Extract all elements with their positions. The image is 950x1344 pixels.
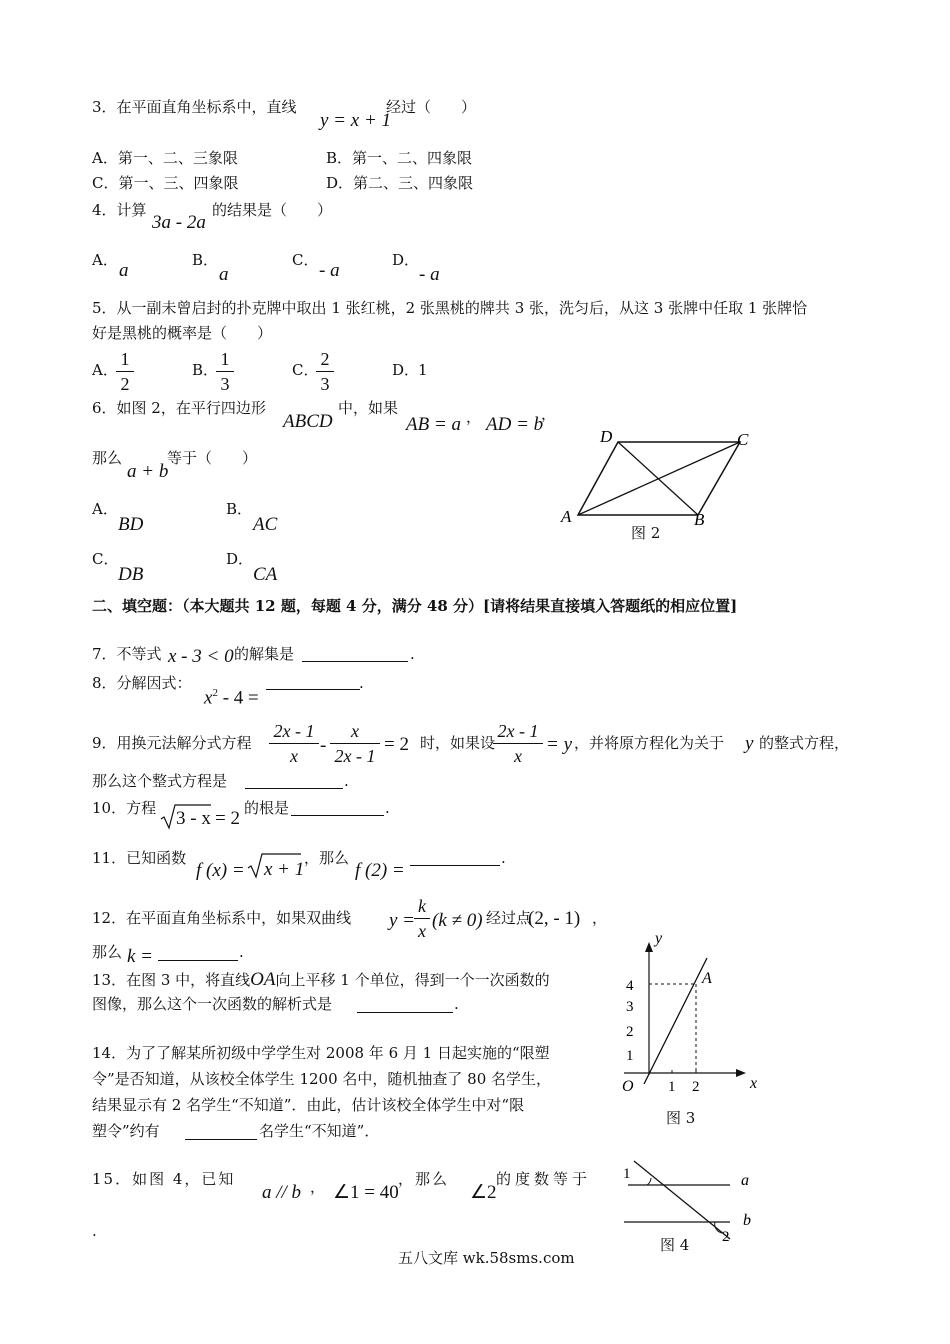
q15-p3: 的度数等于 bbox=[496, 1170, 592, 1188]
fig3-y-tick-label-2: 2 bbox=[626, 1024, 634, 1040]
q3-expr: y = x + 1 bbox=[320, 110, 392, 131]
q6-label-b: B． bbox=[226, 500, 253, 518]
q12-expr: k = bbox=[127, 946, 154, 967]
q6-value-d: CA bbox=[253, 564, 278, 585]
q12-lhs: y = bbox=[389, 910, 416, 931]
q15-p2: ，那么 bbox=[398, 1170, 450, 1188]
q3-option-c: C．第一、三、四象限 bbox=[92, 174, 239, 192]
q12-frac-num: k bbox=[414, 897, 430, 919]
q12-cond: (k ≠ 0) bbox=[432, 910, 483, 931]
q6-label-d: D． bbox=[226, 550, 254, 568]
q9-stem: 9．用换元法解分式方程 bbox=[92, 734, 252, 752]
q9-eq: = 2 bbox=[384, 734, 409, 755]
q13-end: . bbox=[454, 995, 459, 1013]
angle-1-arc bbox=[647, 1178, 651, 1185]
q10-end: . bbox=[385, 799, 390, 817]
fig3-y-label: y bbox=[655, 930, 663, 947]
q13-line1-start: 13．在图 3 中，将直线 bbox=[92, 971, 251, 989]
q10-stem: 10．方程 bbox=[92, 799, 157, 817]
q4-stem: 4．计算 bbox=[92, 201, 147, 219]
q12-mid: 经过点 bbox=[486, 909, 532, 927]
q3-stem: 3．在平面直角坐标系中，直线 bbox=[92, 98, 297, 116]
q9-answer-blank[interactable] bbox=[245, 788, 343, 789]
q4-label-a: A． bbox=[92, 251, 118, 269]
q6-tail: 等于（ ） bbox=[167, 449, 258, 467]
vertex-a: A bbox=[561, 507, 572, 526]
q7-expr: x - 3 < 0 bbox=[168, 646, 234, 667]
q5-fraction-b bbox=[216, 350, 234, 393]
q9-line2: 那么这个整式方程是 bbox=[92, 772, 228, 790]
fig3-origin: O bbox=[622, 1078, 634, 1095]
q12-line2: 那么 bbox=[92, 943, 123, 961]
q15-sep: ， bbox=[310, 1178, 326, 1196]
q14-line3: 结果显示有 2 名学生“不知道”．由此，估计该校全体学生中对“限 bbox=[92, 1096, 525, 1114]
q12-fraction bbox=[414, 897, 430, 940]
q11-lhs: f (x) = bbox=[196, 860, 245, 881]
q8-rest: - 4 = bbox=[217, 687, 259, 709]
q11-mid: ，那么 bbox=[304, 849, 350, 867]
q8-end: . bbox=[359, 674, 364, 692]
q6-value-b: AC bbox=[253, 514, 278, 535]
q6-stem: 6．如图 2，在平行四边形 bbox=[92, 399, 266, 417]
q4-label-d: D． bbox=[392, 251, 420, 269]
q14-line4: 塑令”约有 bbox=[92, 1122, 160, 1140]
q3-option-a: A．第一、二、三象限 bbox=[92, 149, 238, 167]
q5-line1: 5．从一副未曾启封的扑克牌中取出 1 张红桃，2 张黑桃的牌共 3 张，洗匀后，从这 3 张牌中任取 1 张牌恰 bbox=[92, 299, 808, 317]
q8-base: x bbox=[204, 687, 213, 709]
q4-value-a: a bbox=[119, 260, 129, 281]
q5-fraction-a-num: 1 bbox=[116, 350, 134, 372]
q6-label-a: A． bbox=[92, 500, 118, 518]
fig3-y-tick-label-3: 3 bbox=[626, 999, 634, 1015]
q9-mid: 时，如果设 bbox=[420, 734, 496, 752]
q13-line1 bbox=[92, 970, 550, 989]
q9-minus: - bbox=[320, 735, 327, 756]
q4-label-b: B． bbox=[192, 251, 219, 269]
q9-fraction-1 bbox=[269, 722, 319, 765]
q10-answer-blank[interactable] bbox=[291, 815, 384, 816]
fig3-x-tick-label-1: 1 bbox=[668, 1079, 676, 1095]
q9-frac3-den: x bbox=[514, 746, 522, 766]
q13-answer-blank[interactable] bbox=[357, 1012, 453, 1013]
q5-fraction-a bbox=[116, 350, 134, 393]
q9-frac2-den: 2x - 1 bbox=[334, 746, 376, 766]
q4-value-d: - a bbox=[419, 264, 440, 285]
q12-frac-den: x bbox=[418, 921, 426, 941]
q6-sep: ， bbox=[466, 408, 482, 426]
vertex-b: B bbox=[694, 510, 705, 529]
vertex-c: C bbox=[737, 430, 749, 449]
q14-answer-blank[interactable] bbox=[185, 1139, 257, 1140]
q6-line2: 那么 bbox=[92, 449, 123, 467]
q6-end: ， bbox=[541, 405, 557, 423]
q9-end: . bbox=[344, 772, 349, 790]
q15-expr2: ∠1 = 40 bbox=[333, 1182, 399, 1203]
q13-var: OA bbox=[250, 969, 276, 990]
q9-tail2: 的整式方程， bbox=[759, 734, 850, 752]
q5-fraction-c bbox=[316, 350, 334, 393]
q4-label-c: C． bbox=[292, 251, 319, 269]
q8-exponent: 2 bbox=[212, 687, 218, 699]
fig4-label-b: b bbox=[743, 1212, 751, 1229]
q10-tail: 的根是 bbox=[244, 799, 290, 817]
q5-fraction-a-den: 2 bbox=[120, 374, 130, 394]
q13-line1-tail: 向上平移 1 个单位，得到一个一次函数的 bbox=[275, 971, 550, 989]
q11-radicand: x + 1 bbox=[264, 859, 305, 880]
fig3-x-tick-label-2: 2 bbox=[692, 1079, 700, 1095]
q9-var: y bbox=[745, 733, 754, 754]
q5-value-d: 1 bbox=[418, 361, 428, 379]
q7-answer-blank[interactable] bbox=[302, 661, 408, 662]
q15-expr1: a // b bbox=[262, 1182, 302, 1203]
q5-fraction-c-den: 3 bbox=[320, 374, 330, 394]
q9-frac1-num: 2x - 1 bbox=[269, 722, 319, 744]
fig3-y-tick-label-1: 1 bbox=[626, 1048, 634, 1064]
q5-label-a: A． bbox=[92, 361, 118, 379]
q8-stem: 8．分解因式： bbox=[92, 674, 192, 692]
q14-tail: 名学生“不知道”． bbox=[259, 1122, 380, 1140]
q9-fraction-3 bbox=[493, 722, 543, 765]
q5-label-c: C． bbox=[292, 361, 319, 379]
q6-eq2: AD = b bbox=[486, 414, 544, 435]
q3-option-b: B．第一、二、四象限 bbox=[326, 149, 473, 167]
q13-line2: 图像，那么这个一次函数的解析式是 bbox=[92, 995, 333, 1013]
q6-expr: a + b bbox=[127, 461, 169, 482]
q10-radicand: 3 - x bbox=[176, 808, 211, 829]
q7-stem: 7．不等式 bbox=[92, 645, 162, 663]
fig3-caption: 图 3 bbox=[666, 1109, 696, 1127]
q5-label-b: B． bbox=[192, 361, 219, 379]
q15-dot: . bbox=[92, 1222, 97, 1240]
section-2-title: 二、填空题：（本大题共 12 题，每题 4 分，满分 48 分）[请将结果直接填入答题纸的相应位置] bbox=[92, 597, 738, 615]
figure-3-graph bbox=[616, 930, 766, 1095]
q9-eq2: = y bbox=[546, 734, 573, 755]
fig4-label-1: 1 bbox=[623, 1166, 631, 1182]
q7-tail: 的解集是 bbox=[234, 645, 295, 663]
q4-value-b: a bbox=[219, 264, 229, 285]
diagonal-bd bbox=[618, 442, 698, 515]
q5-fraction-c-num: 2 bbox=[316, 350, 334, 372]
q14-line1: 14．为了了解某所初级中学学生对 2008 年 6 月 1 日起实施的“限塑 bbox=[92, 1044, 550, 1062]
q6-value-c: DB bbox=[118, 564, 144, 585]
q6-mid: 中，如果 bbox=[338, 399, 399, 417]
diagonal-ac bbox=[578, 442, 740, 515]
q11-answer-blank[interactable] bbox=[410, 865, 500, 866]
fig3-x-label: x bbox=[750, 1075, 758, 1092]
fig3-y-tick-label-4: 4 bbox=[626, 978, 634, 994]
q9-tail: ，并将原方程化为关于 bbox=[574, 734, 725, 752]
q15-p1: 15．如图 4，已知 bbox=[92, 1170, 236, 1188]
q12-answer-blank[interactable] bbox=[158, 960, 238, 961]
q15-expr3: ∠2 bbox=[470, 1182, 497, 1203]
x-axis-arrow bbox=[736, 1069, 746, 1077]
q9-frac2-num: x bbox=[330, 722, 380, 744]
q3-option-d: D．第二、三、四象限 bbox=[326, 174, 474, 192]
fig4-label-2: 2 bbox=[722, 1229, 730, 1245]
q11-expr: f (2) = bbox=[355, 860, 405, 881]
q9-frac3-num: 2x - 1 bbox=[493, 722, 543, 744]
q6-label-c: C． bbox=[92, 550, 119, 568]
fig4-label-a: a bbox=[741, 1172, 749, 1189]
q8-expr bbox=[204, 688, 259, 707]
q9-fraction-2 bbox=[330, 722, 380, 765]
q11-stem: 11．已知函数 bbox=[92, 849, 187, 867]
q6-value-a: BD bbox=[118, 514, 144, 535]
q9-frac1-den: x bbox=[290, 746, 298, 766]
q10-eq: = 2 bbox=[215, 808, 240, 829]
vertex-d: D bbox=[600, 427, 613, 446]
q5-fraction-b-num: 1 bbox=[216, 350, 234, 372]
q12-end2: . bbox=[239, 943, 244, 961]
fig3-point-a: A bbox=[702, 970, 712, 987]
q8-answer-blank[interactable] bbox=[266, 689, 360, 690]
q14-line2: 令”是否知道，从该校全体学生 1200 名中，随机抽查了 80 名学生， bbox=[92, 1070, 552, 1088]
q6-eq1: AB = a bbox=[406, 414, 462, 435]
q3-tail: 经过（ ） bbox=[386, 98, 477, 116]
q12-point: (2, - 1) bbox=[528, 908, 581, 929]
line-oa bbox=[644, 958, 707, 1084]
q5-fraction-b-den: 3 bbox=[220, 374, 230, 394]
q4-tail: 的结果是（ ） bbox=[212, 201, 333, 219]
q5-line2: 好是黑桃的概率是（ ） bbox=[92, 324, 273, 342]
q7-end: . bbox=[410, 645, 415, 663]
q12-stem: 12．在平面直角坐标系中，如果双曲线 bbox=[92, 909, 352, 927]
q12-end: ， bbox=[592, 909, 608, 927]
footer-watermark: 五八文库 wk.58sms.com bbox=[398, 1249, 575, 1267]
fig2-caption: 图 2 bbox=[631, 524, 661, 542]
q4-expr: 3a - 2a bbox=[152, 212, 206, 233]
q4-value-c: - a bbox=[319, 260, 340, 281]
y-axis-arrow bbox=[645, 942, 653, 952]
q5-label-d: D． bbox=[392, 361, 420, 379]
q11-end: . bbox=[501, 849, 506, 867]
q6-shape: ABCD bbox=[283, 411, 333, 432]
fig4-caption: 图 4 bbox=[660, 1236, 690, 1254]
